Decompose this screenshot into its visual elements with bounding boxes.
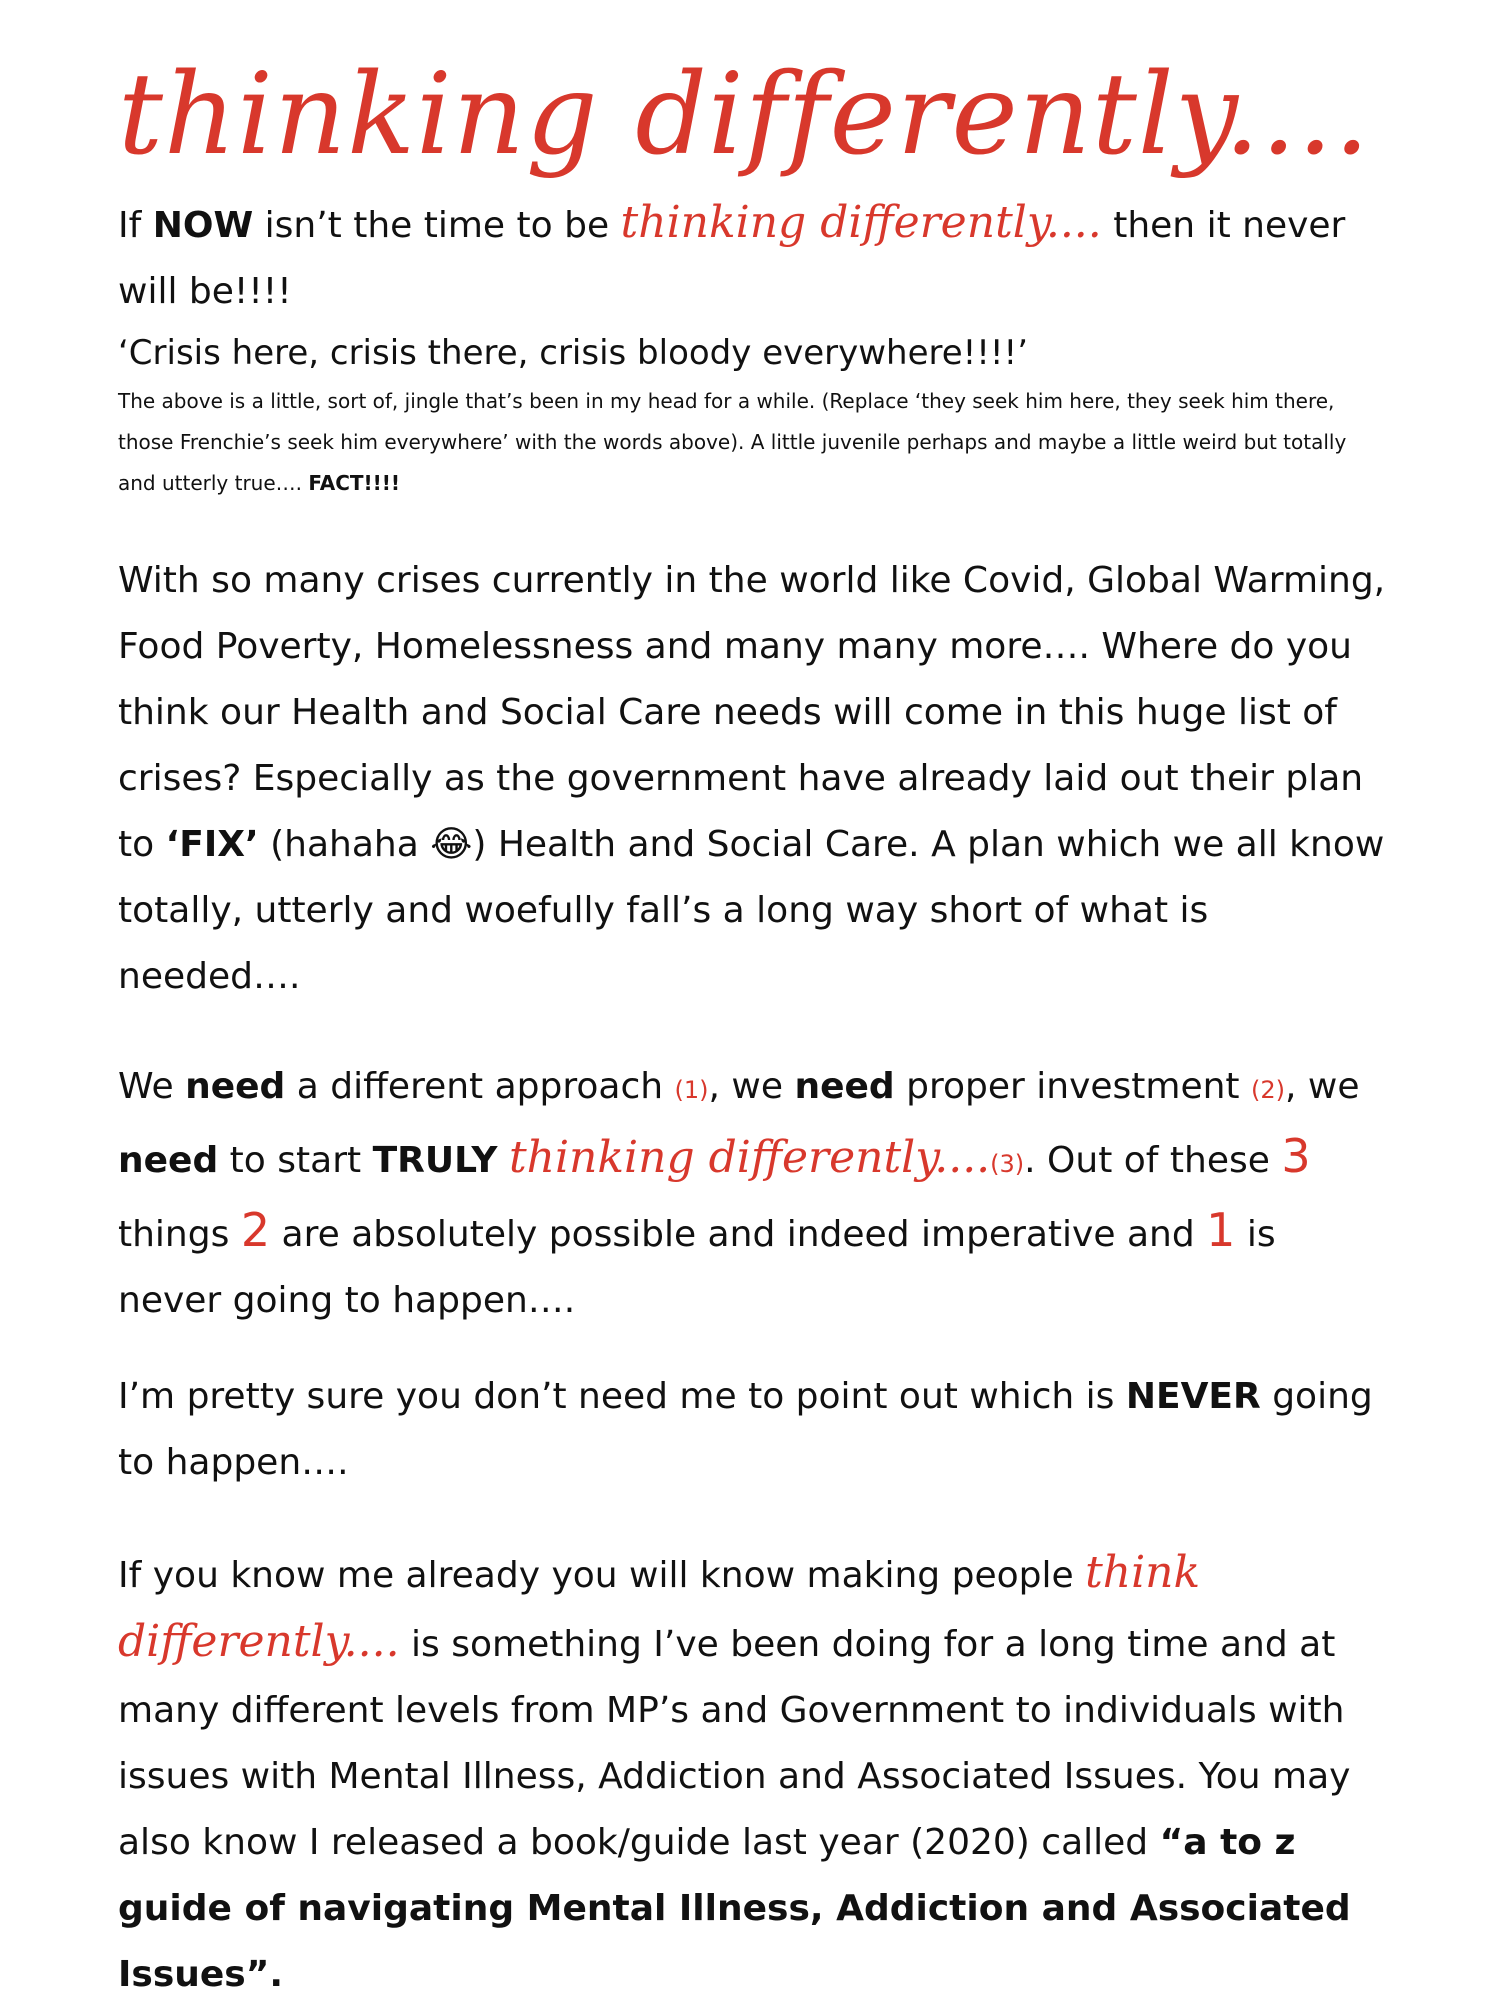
paragraph-text: are absolutely possible and indeed imperative and — [270, 1214, 1207, 1255]
emphasis-fix: ‘FIX’ — [165, 824, 259, 865]
paragraph-text: is never going to happen…. — [118, 1214, 1276, 1321]
footnote-marker: (1) — [674, 1076, 709, 1104]
paragraph-text: a different approach — [285, 1066, 675, 1107]
jingle-quote: ‘Crisis here, crisis there, crisis bloody everywhere!!!!’ — [118, 333, 1028, 373]
note-text: The above is a little, sort of, jingle that’s been in my head for a while. (Replace ‘they seek him here, they seek him there, those Frenchie’s seek him everywhere’ with the words above). A little juvenile perhaps and maybe a little weird but totally and utterly true…. — [118, 389, 1347, 495]
emphasis-need: need — [118, 1140, 219, 1181]
paragraph-text: , we — [708, 1066, 795, 1107]
accent-phrase: thinking differently.... — [620, 197, 1102, 248]
paragraph-text: If you know me already you will know making people — [118, 1555, 1086, 1596]
footnote-marker: (2) — [1250, 1076, 1285, 1104]
paragraph-text: to start — [218, 1140, 373, 1181]
accent-phrase: think differently.... — [118, 1547, 1201, 1667]
emphasis-never: NEVER — [1125, 1376, 1261, 1417]
paragraph-text: proper investment — [894, 1066, 1251, 1107]
highlight-number: 2 — [240, 1203, 271, 1257]
book-title: “a to z guide of navigating Mental Illness, Addiction and Associated Issues”. — [118, 1822, 1351, 1995]
paragraph-text: , we — [1284, 1066, 1360, 1107]
paragraph-text: We — [118, 1066, 186, 1107]
jingle-note — [118, 381, 1388, 504]
paragraph-text: I’m pretty sure you don’t need me to point out which is — [118, 1376, 1126, 1417]
paragraph-crises — [118, 548, 1388, 1010]
paragraph-text: ) Health and Social Care. A plan which we all know totally, utterly and woefully fall’s a long way short of what is needed…. — [118, 824, 1385, 997]
paragraph-book — [118, 1540, 1388, 2008]
accent-phrase: thinking differently.... — [508, 1132, 991, 1183]
paragraph-text: With so many crises currently in the world like Covid, Global Warming, Food Poverty, Homelessness and many many more…. Where do you think our Health and Social Care needs will come in this huge list of crises? Especially as the government have already laid out their plan to — [118, 560, 1386, 865]
highlight-number: 3 — [1281, 1129, 1311, 1183]
paragraph-never — [118, 1364, 1388, 1496]
article — [118, 40, 1388, 2008]
footnote-marker: (3) — [990, 1150, 1025, 1178]
paragraph-text: (hahaha — [258, 824, 431, 865]
emphasis-need: need — [185, 1066, 286, 1107]
paragraph-text: is something I’ve been doing for a long time and at many different levels from MP’s and Government to individuals with issues with Mental Illness, Addiction and Associated Issues. You may also know I released a book/guide last year (2020) called — [118, 1624, 1351, 1863]
paragraph-text: . Out of these — [1024, 1140, 1282, 1181]
highlight-number: 1 — [1206, 1203, 1236, 1257]
laughing-emoji-icon: 😂 — [430, 824, 473, 865]
paragraph-approach — [118, 1054, 1388, 1334]
intro-paragraph — [118, 190, 1388, 325]
emphasis-truly: TRULY — [372, 1140, 498, 1181]
emphasis-fact: FACT!!!! — [308, 471, 401, 495]
intro-text: isn’t the time to be — [253, 205, 621, 246]
intro-text: If — [118, 205, 153, 246]
intro-text: then it never will be!!!! — [118, 205, 1346, 312]
emphasis-need: need — [794, 1066, 895, 1107]
paragraph-text: things — [118, 1214, 241, 1255]
page-title: thinking differently.... — [118, 50, 1371, 180]
paragraph-text: going to happen…. — [118, 1376, 1373, 1483]
paragraph-text — [497, 1140, 508, 1181]
emphasis-now: NOW — [152, 205, 254, 246]
